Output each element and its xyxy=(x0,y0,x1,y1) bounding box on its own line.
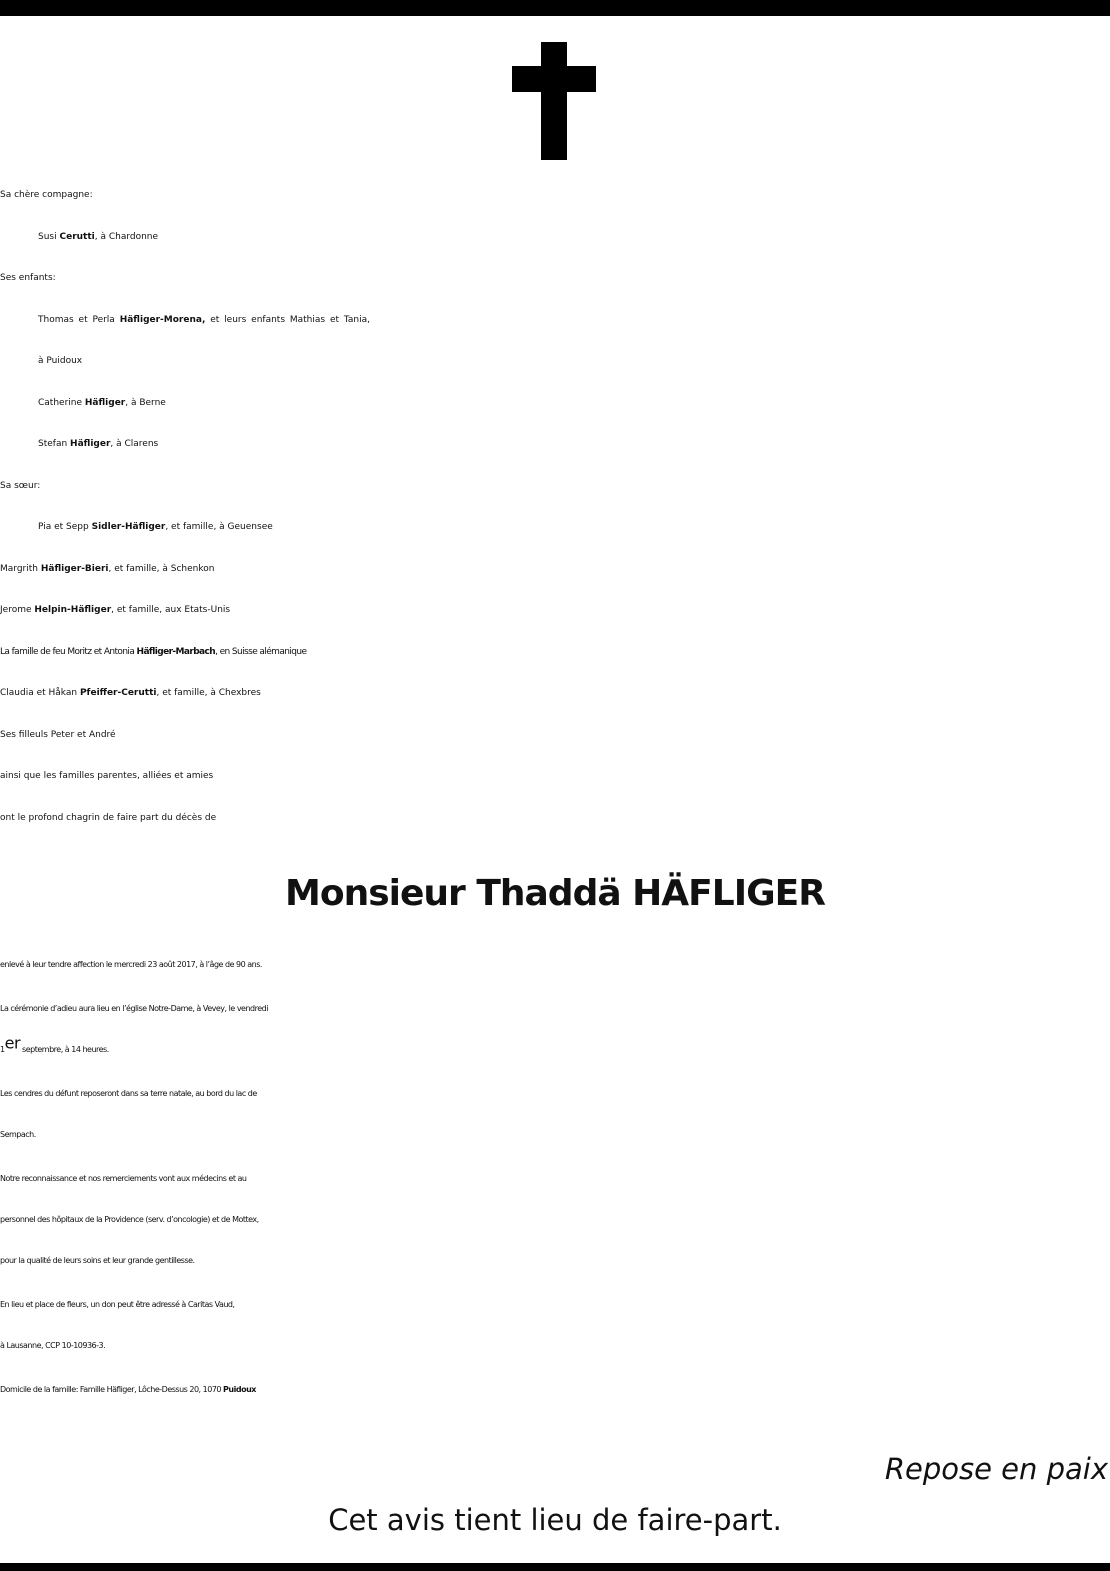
rest-in-peace: Repose en paix xyxy=(884,1452,1108,1486)
notice-paragraphs xyxy=(0,944,1108,1413)
paragraph-donation xyxy=(0,1284,1108,1366)
paragraph-donation-line-2: à Lausanne, CCP 10-10936-3. xyxy=(0,1341,106,1350)
child-entry-2: Catherine Häfliger, à Berne xyxy=(38,397,166,408)
sister-entry: Pia et Sepp Sidler-Häfliger, et famille, à Geuensee xyxy=(38,522,273,532)
relative-entry-1: Margrith Häfliger-Bieri, et famille, à Schenkon xyxy=(0,563,215,574)
top-border-rule xyxy=(0,0,1110,16)
paragraph-thanks xyxy=(0,1158,1108,1281)
paragraph-affection-text: enlevé à leur tendre affection le mercredi 23 août 2017, à l’âge de 90 ans. xyxy=(0,960,262,969)
children-label: Ses enfants: xyxy=(0,273,56,283)
also-line: ainsi que les familles parentes, alliées et amies xyxy=(0,771,214,781)
paragraph-affection xyxy=(0,944,1108,985)
paragraph-domicile-text: Domicile de la famille: Famille Häfliger, Lôche-Dessus 20, 1070 Puidoux xyxy=(0,1385,256,1394)
paragraph-ceremony-line-2: 1er septembre, à 14 heures. xyxy=(0,1033,109,1054)
paragraph-ashes-line-2: Sempach. xyxy=(0,1130,36,1139)
cross-icon xyxy=(512,42,596,160)
relative-entry-3: La famille de feu Moritz et Antonia Häfliger-Marbach, en Suisse alémanique xyxy=(0,646,307,657)
deceased-name: Monsieur Thaddä HÄFLIGER xyxy=(285,873,825,914)
child-entry-3: Stefan Häfliger, à Clarens xyxy=(38,439,159,449)
family-list xyxy=(0,175,1108,839)
paragraph-thanks-line-3: pour la qualité de leurs soins et leur grande gentillesse. xyxy=(0,1256,195,1265)
bottom-border-rule xyxy=(0,1563,1110,1571)
paragraph-thanks-line-2: personnel des hôpitaux de la Providence (serv. d’oncologie) et de Mottex, xyxy=(0,1215,259,1224)
paragraph-ashes xyxy=(0,1073,1108,1155)
companion-entry: Susi Cerutti, à Chardonne xyxy=(38,231,159,242)
companion-label: Sa chère compagne: xyxy=(0,190,93,200)
child-entry-1: Thomas et Perla Häfliger-Morena, et leurs enfants Mathias et Tania, xyxy=(38,314,370,325)
paragraph-thanks-line-1: Notre reconnaissance et nos remerciements vont aux médecins et au xyxy=(0,1174,247,1183)
paragraph-donation-line-1: En lieu et place de fleurs, un don peut être adressé à Caritas Vaud, xyxy=(0,1300,235,1309)
child-entry-1-place: à Puidoux xyxy=(38,356,83,366)
sister-label: Sa sœur: xyxy=(0,480,41,491)
paragraph-ceremony xyxy=(0,988,1108,1070)
announce-line: ont le profond chagrin de faire part du décès de xyxy=(0,812,217,823)
paragraph-ceremony-line-1: La cérémonie d’adieu aura lieu en l’église Notre-Dame, à Vevey, le vendredi xyxy=(0,1004,268,1013)
godsons-entry: Ses filleuls Peter et André xyxy=(0,729,116,740)
closing-note: Cet avis tient lieu de faire-part. xyxy=(328,1503,782,1537)
paragraph-ashes-line-1: Les cendres du défunt reposeront dans sa terre natale, au bord du lac de xyxy=(0,1089,257,1098)
paragraph-domicile xyxy=(0,1369,1108,1410)
relative-entry-4: Claudia et Håkan Pfeiffer-Cerutti, et famille, à Chexbres xyxy=(0,688,261,698)
relative-entry-2: Jerome Helpin-Häfliger, et famille, aux Etats-Unis xyxy=(0,605,231,615)
